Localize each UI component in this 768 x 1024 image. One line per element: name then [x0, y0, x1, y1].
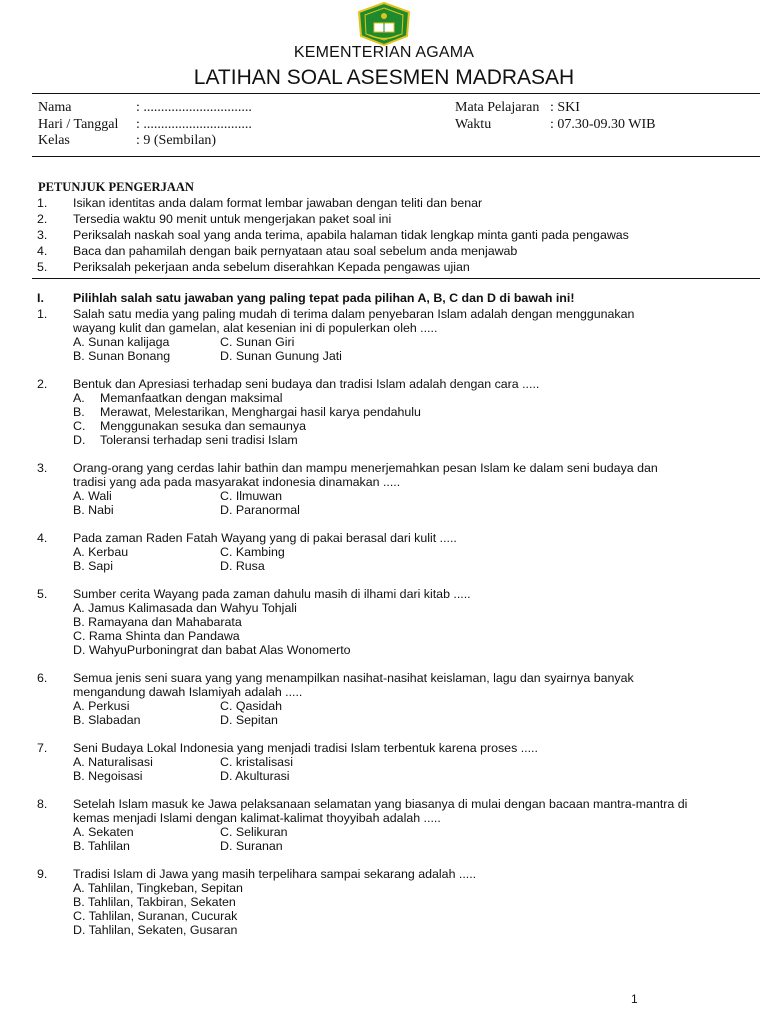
- answer-option: A. Wali: [73, 489, 112, 503]
- page-number: 1: [631, 992, 638, 1006]
- answer-option-letter: C.: [73, 419, 86, 433]
- answer-option: C. Ilmuwan: [220, 489, 282, 503]
- header-divider: [32, 93, 760, 94]
- answer-option: A. Naturalisasi: [73, 755, 153, 769]
- answer-option: D. Paranormal: [220, 503, 300, 517]
- identity-value-date: : ...............................: [136, 117, 252, 132]
- identity-value-name: : ...............................: [136, 100, 252, 115]
- identity-value-class: : 9 (Sembilan): [136, 133, 217, 148]
- instruction-text: Periksalah pekerjaan anda sebelum diserahkan Kepada pengawas ujian: [73, 260, 470, 274]
- question-number: 5.: [37, 587, 48, 601]
- question-text: wayang kulit dan gamelan, alat kesenian ini di populerkan oleh .....: [73, 321, 438, 335]
- question-text: Seni Budaya Lokal Indonesia yang menjadi tradisi Islam terbentuk karena proses .....: [73, 741, 538, 755]
- answer-option: A. Sekaten: [73, 825, 134, 839]
- answer-option: A. Sunan kalijaga: [73, 335, 170, 349]
- answer-option: B. Nabi: [73, 503, 114, 517]
- answer-option: C. Kambing: [220, 545, 285, 559]
- answer-option: Toleransi terhadap seni tradisi Islam: [100, 433, 298, 447]
- answer-option: D. Sepitan: [220, 713, 278, 727]
- question-number: 7.: [37, 741, 48, 755]
- instruction-text: Isikan identitas anda dalam format lembar jawaban dengan teliti dan benar: [73, 196, 483, 210]
- answer-option: A. Jamus Kalimasada dan Wahyu Tohjali: [73, 601, 297, 615]
- instruction-number: 3.: [37, 228, 48, 242]
- answer-option: C. Sunan Giri: [220, 335, 295, 349]
- question-text: kemas menjadi Islami dengan kalimat-kalimat thoyyibah adalah .....: [73, 811, 441, 825]
- instruction-text: Baca dan pahamilah dengan baik pernyataan atau soal sebelum anda menjawab: [73, 244, 518, 258]
- ministry-name: KEMENTERIAN AGAMA: [293, 44, 475, 61]
- answer-option: C. Tahlilan, Suranan, Cucurak: [73, 909, 238, 923]
- question-number: 2.: [37, 377, 48, 391]
- question-number: 4.: [37, 531, 48, 545]
- identity-value-subject: : SKI: [550, 100, 580, 115]
- answer-option: B. Slabadan: [73, 713, 141, 727]
- answer-option-letter: D.: [73, 433, 86, 447]
- answer-option: B. Sapi: [73, 559, 113, 573]
- question-text: Bentuk dan Apresiasi terhadap seni budaya dan tradisi Islam adalah dengan cara .....: [73, 377, 540, 391]
- question-number: 6.: [37, 671, 48, 685]
- instruction-text: Periksalah naskah soal yang anda terima, apabila halaman tidak lengkap minta ganti pada pengawas: [73, 228, 629, 242]
- question-text: Sumber cerita Wayang pada zaman dahulu masih di ilhami dari kitab .....: [73, 587, 471, 601]
- answer-option: Menggunakan sesuka dan semaunya: [100, 419, 306, 433]
- question-text: Salah satu media yang paling mudah di terima dalam penyebaran Islam adalah dengan menggunakan: [73, 307, 635, 321]
- question-text: tradisi yang ada pada masyarakat indonesia dinamakan .....: [73, 475, 401, 489]
- answer-option: D. WahyuPurboningrat dan babat Alas Wonomerto: [73, 643, 351, 657]
- exam-title: LATIHAN SOAL ASESMEN MADRASAH: [193, 66, 575, 89]
- question-number: 3.: [37, 461, 48, 475]
- answer-option: D. Suranan: [220, 839, 283, 853]
- question-text: mengandung dawah Islamiyah adalah .....: [73, 685, 303, 699]
- instruction-number: 5.: [37, 260, 48, 274]
- answer-option: Memanfaatkan dengan maksimal: [100, 391, 283, 405]
- answer-option: D. Sunan Gunung Jati: [220, 349, 342, 363]
- answer-option: D. Rusa: [220, 559, 265, 573]
- question-text: Pada zaman Raden Fatah Wayang yang di pakai berasal dari kulit .....: [73, 531, 457, 545]
- question-text: Tradisi Islam di Jawa yang masih terpelihara sampai sekarang adalah .....: [73, 867, 477, 881]
- answer-option: B. Tahlilan, Takbiran, Sekaten: [73, 895, 236, 909]
- identity-label-time: Waktu: [455, 117, 492, 132]
- instructions-divider: [32, 278, 760, 279]
- answer-option: D. Tahlilan, Sekaten, Gusaran: [73, 923, 238, 937]
- answer-option: B. Tahlilan: [73, 839, 130, 853]
- instruction-text: Tersedia waktu 90 menit untuk mengerjakan paket soal ini: [73, 212, 392, 226]
- identity-label-class: Kelas: [38, 133, 70, 148]
- question-number: 1.: [37, 307, 48, 321]
- question-text: Setelah Islam masuk ke Jawa pelaksanaan selamatan yang biasanya di mulai dengan bacaan mantra-mantra di: [73, 797, 688, 811]
- question-text: Orang-orang yang cerdas lahir bathin dan mampu menerjemahkan pesan Islam ke dalam seni budaya dan: [73, 461, 658, 475]
- answer-option: C. Selikuran: [220, 825, 288, 839]
- answer-option: B. Sunan Bonang: [73, 349, 171, 363]
- answer-option: D. Akulturasi: [220, 769, 290, 783]
- identity-label-subject: Mata Pelajaran: [455, 100, 540, 115]
- answer-option: B. Negoisasi: [73, 769, 143, 783]
- answer-option: C. Rama Shinta dan Pandawa: [73, 629, 240, 643]
- answer-option-letter: A.: [73, 391, 85, 405]
- identity-label-date: Hari / Tanggal: [38, 117, 119, 132]
- answer-option: B. Ramayana dan Mahabarata: [73, 615, 242, 629]
- identity-value-time: : 07.30-09.30 WIB: [550, 117, 656, 132]
- section-number: I.: [37, 291, 44, 305]
- instruction-number: 4.: [37, 244, 48, 258]
- answer-option-letter: B.: [73, 405, 85, 419]
- answer-option: C. kristalisasi: [220, 755, 293, 769]
- instruction-number: 2.: [37, 212, 48, 226]
- answer-option: Merawat, Melestarikan, Menghargai hasil karya pendahulu: [100, 405, 421, 419]
- answer-option: A. Kerbau: [73, 545, 129, 559]
- question-number: 9.: [37, 867, 48, 881]
- identity-label-name: Nama: [38, 100, 72, 115]
- ministry-emblem-icon: [357, 2, 411, 46]
- question-text: Semua jenis seni suara yang yang menampilkan nasihat-nasihat keislaman, lagu dan syairnya banyak: [73, 671, 634, 685]
- identity-divider: [32, 156, 760, 157]
- answer-option: A. Tahlilan, Tingkeban, Sepitan: [73, 881, 243, 895]
- answer-option: C. Qasidah: [220, 699, 282, 713]
- instruction-number: 1.: [37, 196, 48, 210]
- section-title: Pilihlah salah satu jawaban yang paling tepat pada pilihan A, B, C dan D di bawah ini!: [73, 291, 575, 305]
- answer-option: A. Perkusi: [73, 699, 130, 713]
- instructions-heading: PETUNJUK PENGERJAAN: [38, 180, 194, 194]
- question-number: 8.: [37, 797, 48, 811]
